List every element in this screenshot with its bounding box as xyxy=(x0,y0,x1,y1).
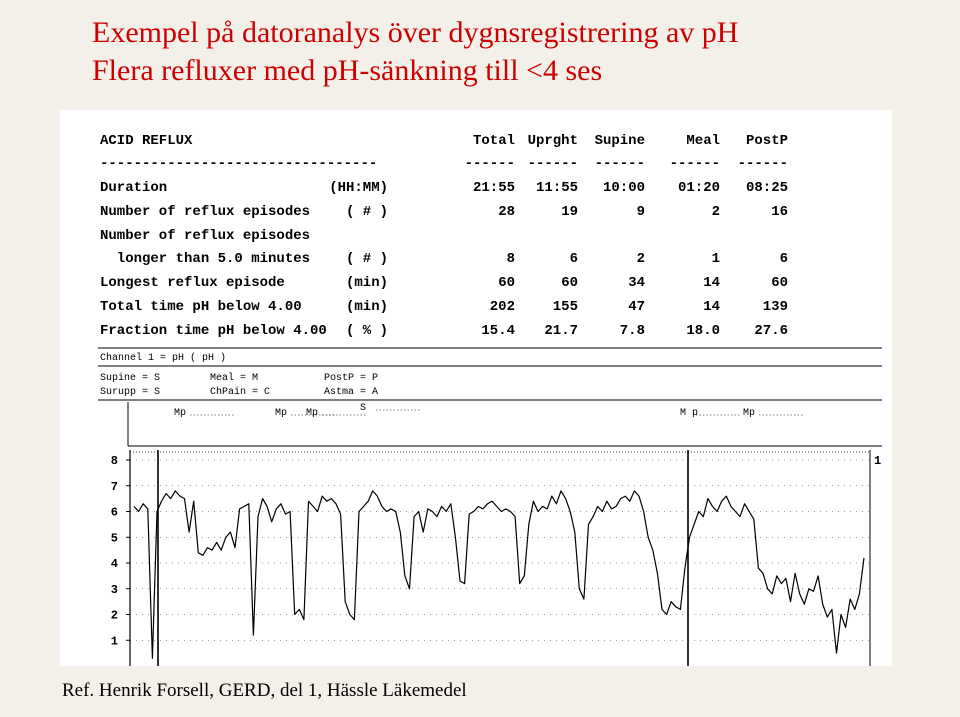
event-marker: Mp xyxy=(174,408,187,419)
legend-channel: Channel 1 = pH ( pH ) xyxy=(100,353,227,364)
report-cell: 2 xyxy=(636,251,645,267)
report-cell: 8 xyxy=(506,251,515,267)
y-tick-label: 7 xyxy=(110,479,118,494)
event-marker: M p xyxy=(680,408,699,419)
column-separator: ------ xyxy=(527,156,578,172)
report-row-label: Fraction time pH below 4.00 xyxy=(100,323,327,339)
y-tick-label: 3 xyxy=(110,582,118,597)
report-column-headers xyxy=(473,133,788,149)
report-row-unit: ( # ) xyxy=(345,251,388,267)
slide-title-line-1: Exempel på datoranalys över dygnsregistrering av pH xyxy=(92,16,739,49)
column-header-meal: Meal xyxy=(686,133,720,149)
report-cell: 10:00 xyxy=(602,180,645,196)
report-row-unit: (HH:MM) xyxy=(329,180,388,196)
report-table xyxy=(100,180,788,339)
report-row-label: Duration xyxy=(100,180,168,196)
report-cell: 60 xyxy=(498,275,515,291)
legend-astma: Astma = A xyxy=(324,387,379,398)
column-header-supine: Supine xyxy=(594,133,645,149)
column-separator: ------ xyxy=(464,156,515,172)
report-cell: 27.6 xyxy=(754,323,788,339)
report-cell: 2 xyxy=(711,204,720,220)
report-cell: 6 xyxy=(779,251,788,267)
column-separator: ------ xyxy=(737,156,788,172)
event-marker: Mp xyxy=(306,408,319,419)
left-separator: --------------------------------- xyxy=(100,156,378,172)
report-cell: 08:25 xyxy=(745,180,788,196)
report-row-label: Total time pH below 4.00 xyxy=(100,299,302,315)
report-cell: 155 xyxy=(552,299,578,315)
column-header-postp: PostP xyxy=(745,133,788,149)
event-marker: S xyxy=(360,403,367,414)
report-row-label: Number of reflux episodes xyxy=(100,204,311,220)
report-cell: 01:20 xyxy=(677,180,720,196)
legend-postp: PostP = P xyxy=(324,373,379,384)
event-marker: Mp xyxy=(275,408,288,419)
y-tick-label: 1 xyxy=(110,634,118,649)
report-cell: 28 xyxy=(498,204,515,220)
report-row-unit: (min) xyxy=(345,275,388,291)
report-figure xyxy=(60,110,892,666)
reference-note: Ref. Henrik Forsell, GERD, del 1, Hässle Läkemedel xyxy=(62,680,467,701)
slide-title-line-2: Flera refluxer med pH-sänkning till <4 ses xyxy=(92,54,603,87)
y-tick-label: 4 xyxy=(110,557,118,571)
report-cell: 60 xyxy=(771,275,788,291)
report-cell: 11:55 xyxy=(535,180,578,196)
report-cell: 34 xyxy=(628,275,645,291)
y-tick-label: 5 xyxy=(110,531,118,546)
channel-label: 1 xyxy=(874,454,882,468)
column-header-uprght: Uprght xyxy=(527,133,578,149)
legend-meal: Meal = M xyxy=(210,373,259,384)
event-marker: Mp xyxy=(743,408,756,419)
column-header-total: Total xyxy=(472,133,515,149)
legend-chpain: ChPain = C xyxy=(210,387,271,398)
event-marker-row xyxy=(174,403,803,419)
report-row-unit: ( % ) xyxy=(345,323,388,339)
report-cell: 7.8 xyxy=(619,323,645,339)
report-row-unit: ( # ) xyxy=(345,204,388,220)
report-row-label: Number of reflux episodes xyxy=(100,228,311,244)
report-cell: 6 xyxy=(569,251,578,267)
legend-surupp: Surupp = S xyxy=(100,387,161,398)
ph-trace-line xyxy=(134,491,864,658)
report-cell: 16 xyxy=(771,204,788,220)
report-cell: 9 xyxy=(636,204,645,220)
report-cell: 139 xyxy=(762,299,788,315)
report-cell: 18.0 xyxy=(686,323,720,339)
report-cell: 202 xyxy=(489,299,515,315)
report-cell: 47 xyxy=(628,299,645,315)
report-row-label: longer than 5.0 minutes xyxy=(100,251,311,267)
legend-supine: Supine = S xyxy=(100,373,161,384)
report-cell: 19 xyxy=(561,204,578,220)
report-row-unit: (min) xyxy=(345,299,388,315)
report-cell: 21.7 xyxy=(544,323,578,339)
report-cell: 21:55 xyxy=(472,180,515,196)
y-tick-label: 2 xyxy=(110,608,118,623)
report-cell: 1 xyxy=(711,251,720,267)
report-cell: 60 xyxy=(561,275,578,291)
ph-chart xyxy=(111,450,881,666)
report-cell: 14 xyxy=(703,275,720,291)
column-separator: ------ xyxy=(594,156,645,172)
report-title: ACID REFLUX xyxy=(100,133,193,149)
y-tick-label: 6 xyxy=(110,505,118,520)
report-cell: 15.4 xyxy=(481,323,515,339)
report-row-label: Longest reflux episode xyxy=(100,275,285,291)
scanned-ph-report xyxy=(60,110,892,666)
y-tick-label: 8 xyxy=(110,454,118,468)
column-separator: ------ xyxy=(669,156,720,172)
report-separators xyxy=(100,156,788,172)
report-cell: 14 xyxy=(703,299,720,315)
